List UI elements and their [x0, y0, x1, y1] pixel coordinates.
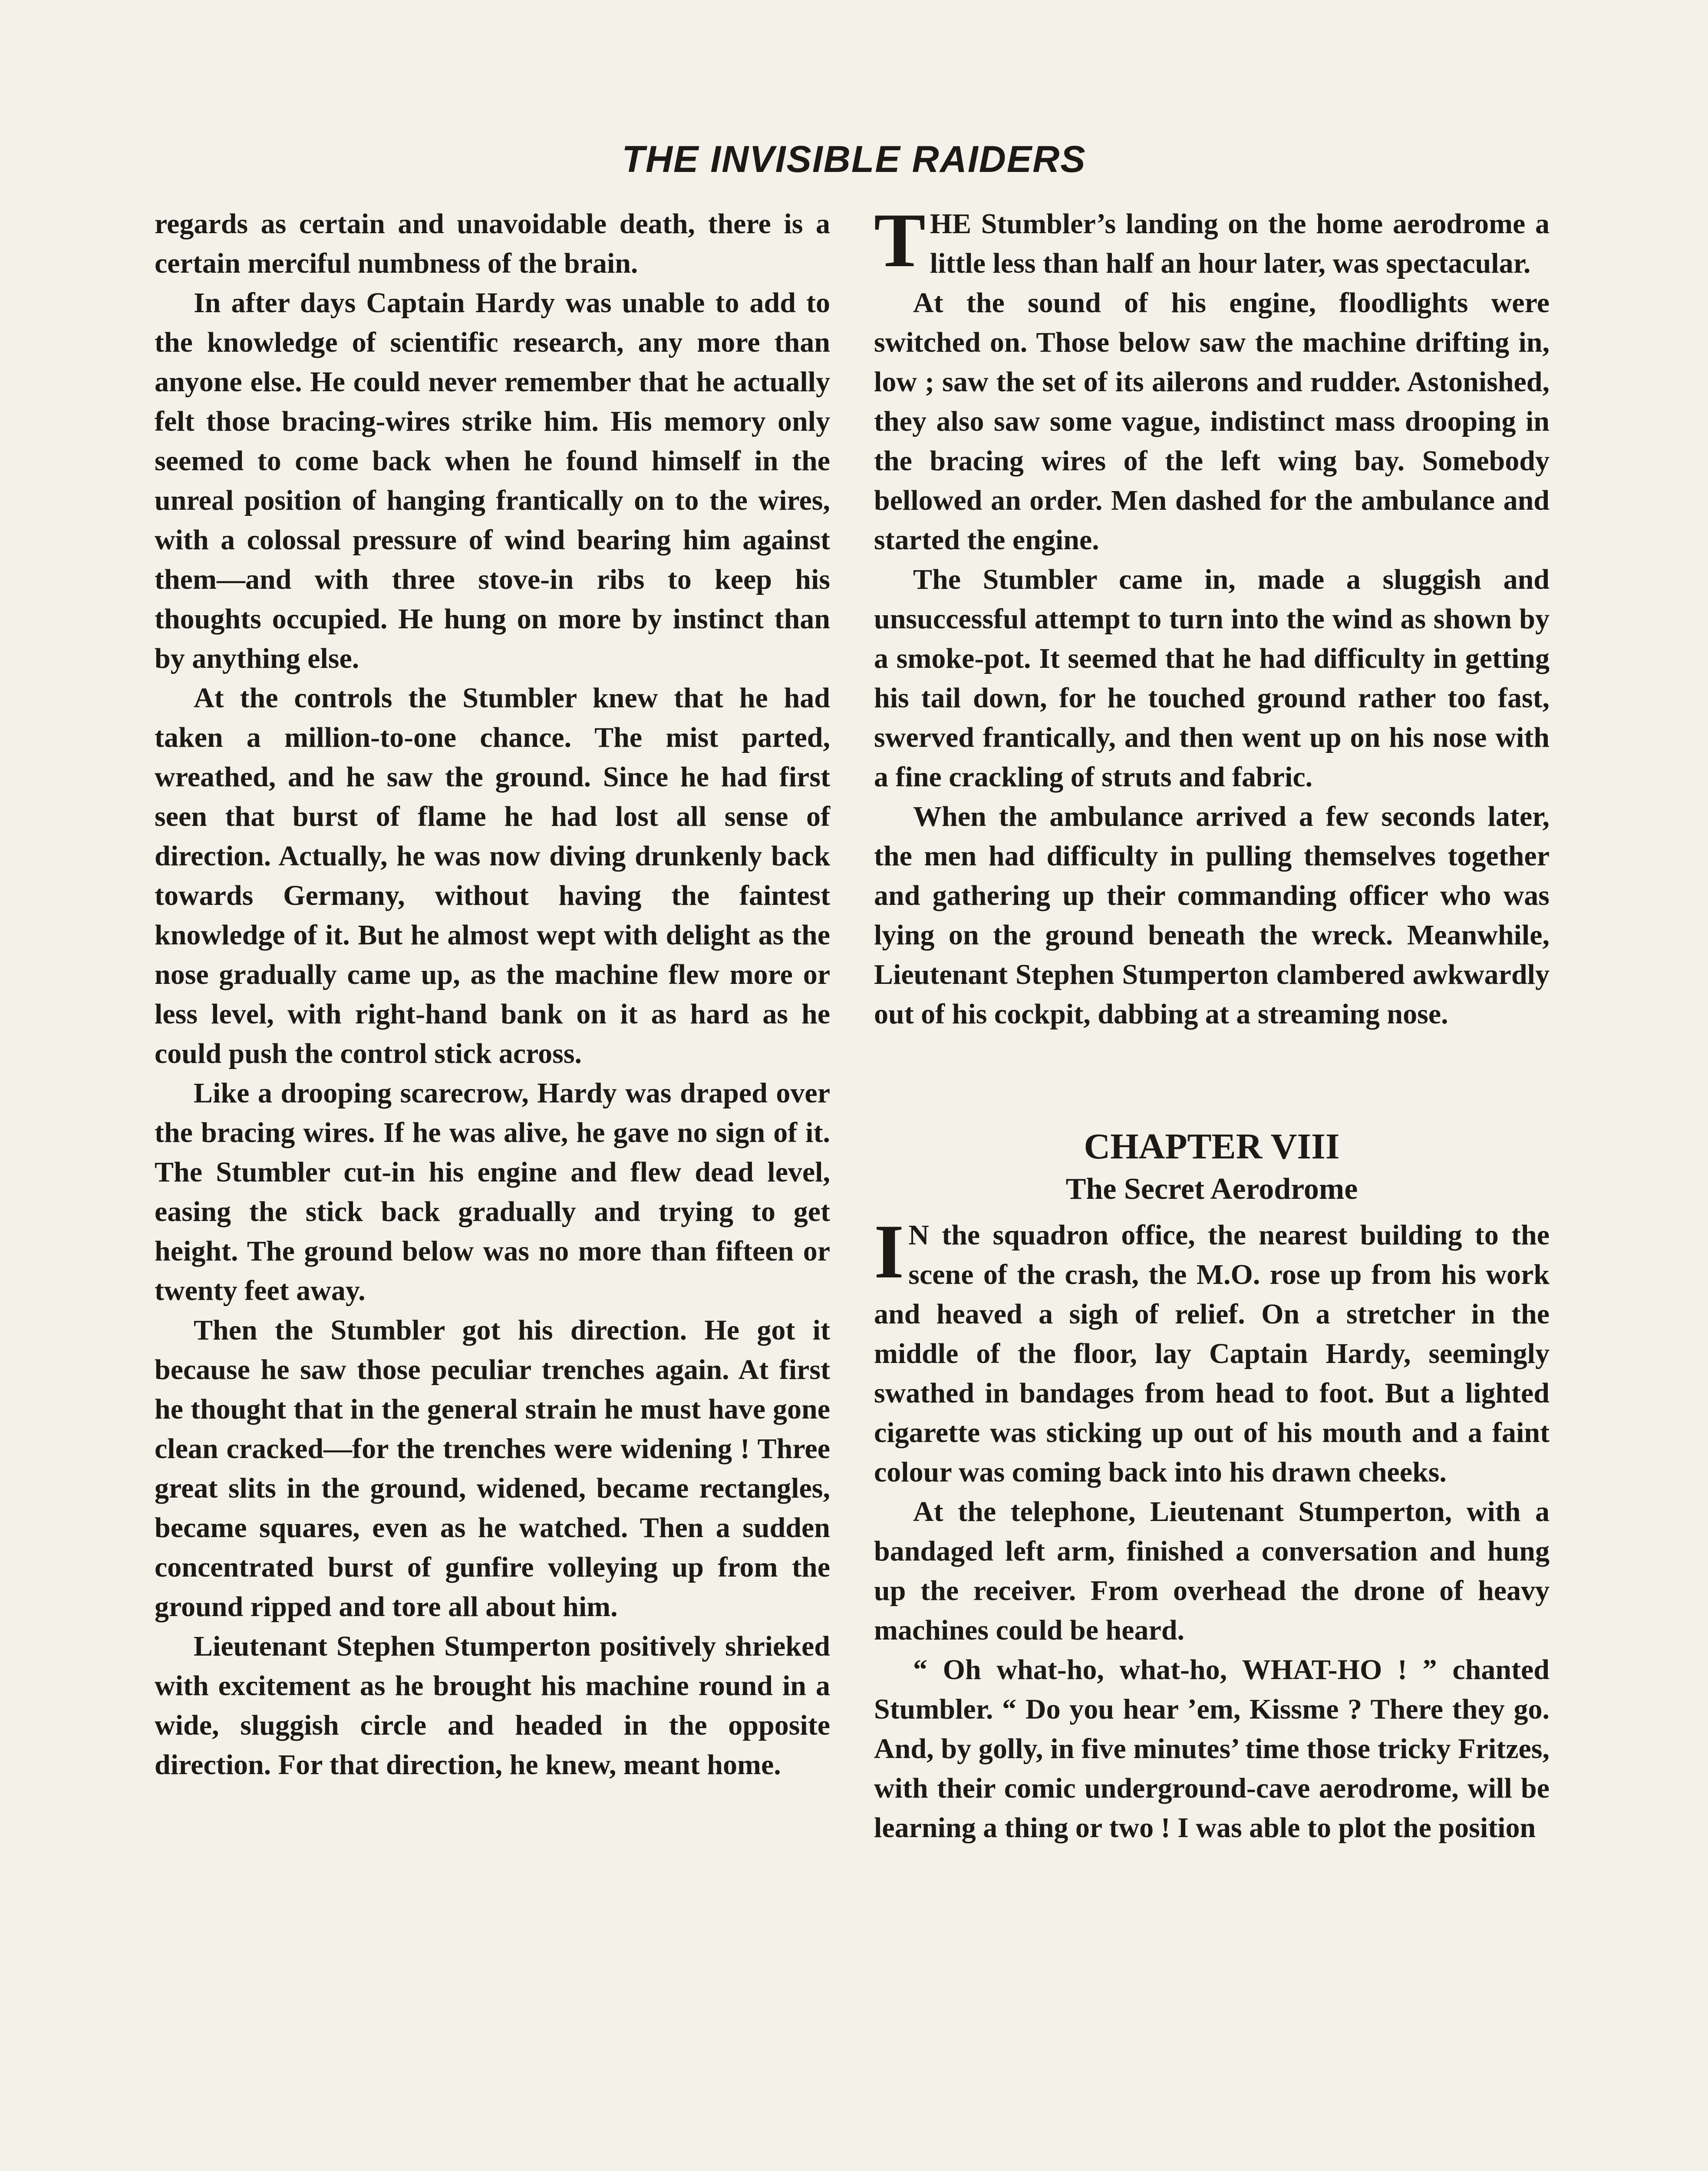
paragraph: At the telephone, Lieutenant Stumperton, with a bandaged left arm, finished a conversation and hung up the receiver. From overhead the drone of heavy machines could be heard.	[874, 1496, 1550, 1646]
paragraph: The Stumbler came in, made a sluggish and unsuccessful attempt to turn into the wind as shown by a smoke-pot. It seemed that he had difficulty in getting his tail down, for he touched ground rather too fast, swerved frantically, and then went up on his nose with a fine crackling of struts and fabric.	[874, 564, 1550, 793]
left-column	[155, 204, 830, 1785]
paragraph: When the ambulance arrived a few seconds later, the men had difficulty in pulling themselves together and gathering up their commanding officer who was lying on the ground beneath the wreck. Meanwhile, Lieutenant Stephen Stumperton clambered awkwardly out of his cockpit, dabbing at a streaming nose.	[874, 801, 1550, 1030]
chapter-title: The Secret Aerodrome	[1065, 1172, 1358, 1206]
paragraph: regards as certain and unavoidable death, there is a certain merciful numbness of the brain.	[155, 208, 830, 279]
paragraph-text: N the squadron office, the nearest building to the scene of the crash, the M.O. rose up from his work and heaved a sigh of relief. On a stretcher in the middle of the floor, lay Captain Hardy, seemingly swathed in bandages from head to foot. But a lighted cigarette was sticking up out of his mouth and a faint colour was coming back into his drawn cheeks.	[874, 1219, 1550, 1488]
paragraph	[874, 197, 1550, 283]
paragraph: Then the Stumbler got his direction. He got it because he saw those peculiar trenches again. At first he thought that in the general strain he must have gone clean cracked—for the trenches were widening ! Three great slits in the ground, widened, became rectangles, became squares, even as he watched. Then a sudden concentrated burst of gunfire volleying up from the ground ripped and tore all about him.	[155, 1314, 830, 1623]
paragraph: At the sound of his engine, floodlights were switched on. Those below saw the machine drifting in, low ; saw the set of its ailerons and rudder. Astonished, they also saw some vague, indistinct mass drooping in the bracing wires of the left wing bay. Somebody bellowed an order. Men dashed for the ambulance and started the engine.	[874, 287, 1550, 556]
running-head: THE INVISIBLE RAIDERS	[622, 139, 1086, 180]
paragraph: At the controls the Stumbler knew that he had taken a million-to-one chance. The mist parted, wreathed, and he saw the ground. Since he had first seen that burst of flame he had lost all sense of direction. Actually, he was now diving drunkenly back towards Germany, without having the faintest knowledge of it. But he almost wept with delight as the nose gradually came up, as the machine flew more or less level, with right-hand bank on it as hard as he could push the control stick across.	[155, 682, 830, 1069]
chapter-heading: CHAPTER VIII	[1084, 1126, 1340, 1167]
paragraph-text: HE Stumbler’s landing on the home aerodrome a little less than half an hour later, was spectacular.	[930, 208, 1550, 279]
paragraph: In after days Captain Hardy was unable to add to the knowledge of scientific research, any more than anyone else. He could never remember that he actually felt those bracing-wires strike him. His memory only seemed to come back when he found himself in the unreal position of hanging frantically on to the wires, with a colossal pressure of wind bearing him against them—and with three stove-in ribs to keep his thoughts occupied. He hung on more by instinct than by anything else.	[155, 287, 830, 674]
drop-cap: I	[874, 1208, 904, 1294]
paragraph: “ Oh what-ho, what-ho, WHAT-HO ! ” chanted Stumbler. “ Do you hear ’em, Kissme ? There they go. And, by golly, in five minutes’ time those tricky Fritzes, with their comic underground-cave aerodrome, will be learning a thing or two ! I was able to plot the position	[874, 1654, 1550, 1844]
right-column	[874, 197, 1550, 1848]
paragraph: Lieutenant Stephen Stumperton positively shrieked with excitement as he brought his machine round in a wide, sluggish circle and headed in the opposite direction. For that direction, he knew, meant home.	[155, 1630, 830, 1781]
paragraph: Like a drooping scarecrow, Hardy was draped over the bracing wires. If he was alive, he gave no sign of it. The Stumbler cut-in his engine and flew dead level, easing the stick back gradually and trying to get height. The ground below was no more than fifteen or twenty feet away.	[155, 1077, 830, 1307]
paragraph	[874, 1208, 1550, 1492]
drop-cap: T	[874, 197, 926, 283]
